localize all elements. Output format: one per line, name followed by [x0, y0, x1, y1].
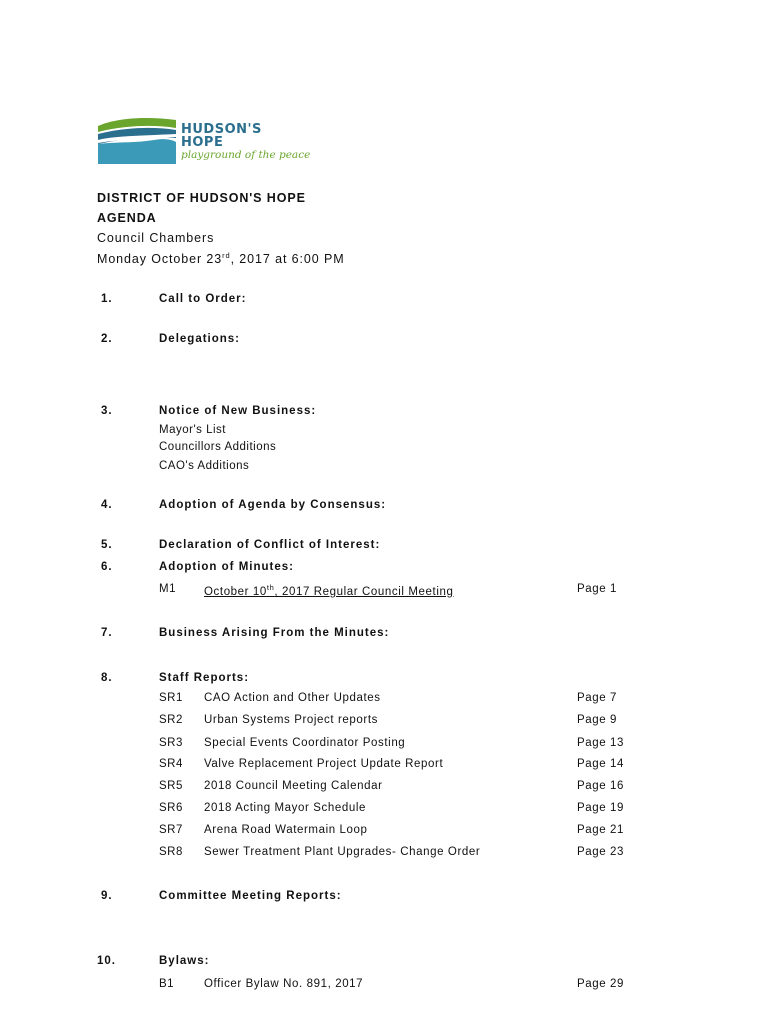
- section-7-title: Business Arising From the Minutes:: [159, 627, 390, 639]
- report-code: SR6: [159, 802, 183, 814]
- report-title: Special Events Coordinator Posting: [204, 737, 406, 749]
- minutes-page: Page 1: [577, 583, 618, 595]
- report-page: Page 23: [577, 846, 625, 858]
- report-title: Arena Road Watermain Loop: [204, 824, 368, 836]
- list-item: Councillors Additions: [159, 441, 277, 453]
- section-1-title: Call to Order:: [159, 293, 247, 305]
- bylaw-code: B1: [159, 978, 175, 990]
- section-3-title: Notice of New Business:: [159, 405, 317, 417]
- report-code: SR4: [159, 758, 183, 770]
- list-item: CAO's Additions: [159, 460, 250, 472]
- section-3-number: 3.: [101, 405, 113, 417]
- section-7-number: 7.: [101, 627, 113, 639]
- report-title: Sewer Treatment Plant Upgrades- Change Order: [204, 846, 481, 858]
- org-name: DISTRICT OF HUDSON'S HOPE: [97, 191, 306, 205]
- section-10-title: Bylaws:: [159, 955, 210, 967]
- section-5-number: 5.: [101, 539, 113, 551]
- report-code: SR7: [159, 824, 183, 836]
- section-6-number: 6.: [101, 561, 113, 573]
- meeting-date-rest: , 2017 at 6:00 PM: [230, 252, 345, 267]
- minutes-link[interactable]: [204, 583, 453, 598]
- report-page: Page 13: [577, 737, 625, 749]
- minutes-link-prefix: October 10: [204, 585, 267, 598]
- logo-waves-icon: [96, 116, 178, 166]
- report-page: Page 7: [577, 692, 618, 704]
- section-8-title: Staff Reports:: [159, 672, 250, 684]
- section-4-number: 4.: [101, 499, 113, 511]
- section-9-number: 9.: [101, 890, 113, 902]
- bylaw-page: Page 29: [577, 978, 625, 990]
- report-title: CAO Action and Other Updates: [204, 692, 381, 704]
- meeting-date-prefix: Monday October 23: [97, 252, 223, 267]
- report-code: SR1: [159, 692, 183, 704]
- minutes-link-rest: , 2017 Regular Council Meeting: [274, 585, 454, 598]
- section-10-number: 10.: [97, 955, 116, 967]
- logo-line-2: HOPE: [181, 135, 224, 150]
- minutes-code: M1: [159, 583, 176, 595]
- report-page: Page 21: [577, 824, 625, 836]
- logo-tagline: playground of the peace: [181, 149, 311, 161]
- section-2-title: Delegations:: [159, 333, 241, 345]
- section-5-title: Declaration of Conflict of Interest:: [159, 539, 381, 551]
- minutes-link-sup: th: [266, 583, 275, 592]
- report-title: 2018 Council Meeting Calendar: [204, 780, 383, 792]
- report-code: SR8: [159, 846, 183, 858]
- report-title: 2018 Acting Mayor Schedule: [204, 802, 367, 814]
- report-page: Page 16: [577, 780, 625, 792]
- section-9-title: Committee Meeting Reports:: [159, 890, 342, 902]
- report-page: Page 9: [577, 714, 618, 726]
- section-2-number: 2.: [101, 333, 113, 345]
- hudsons-hope-logo: [96, 116, 311, 172]
- doc-type: AGENDA: [97, 211, 157, 225]
- meeting-location: Council Chambers: [97, 231, 215, 245]
- report-title: Urban Systems Project reports: [204, 714, 378, 726]
- section-1-number: 1.: [101, 293, 113, 305]
- report-code: SR2: [159, 714, 183, 726]
- meeting-date: [97, 251, 345, 266]
- section-4-title: Adoption of Agenda by Consensus:: [159, 499, 387, 511]
- meeting-date-suffix: rd: [222, 251, 231, 260]
- list-item: Mayor's List: [159, 424, 226, 436]
- report-code: SR5: [159, 780, 183, 792]
- logo-line-1: HUDSON'S: [181, 122, 262, 137]
- bylaw-title: Officer Bylaw No. 891, 2017: [204, 978, 364, 990]
- section-6-title: Adoption of Minutes:: [159, 561, 294, 573]
- report-code: SR3: [159, 737, 183, 749]
- report-page: Page 14: [577, 758, 625, 770]
- section-8-number: 8.: [101, 672, 113, 684]
- report-title: Valve Replacement Project Update Report: [204, 758, 444, 770]
- report-page: Page 19: [577, 802, 625, 814]
